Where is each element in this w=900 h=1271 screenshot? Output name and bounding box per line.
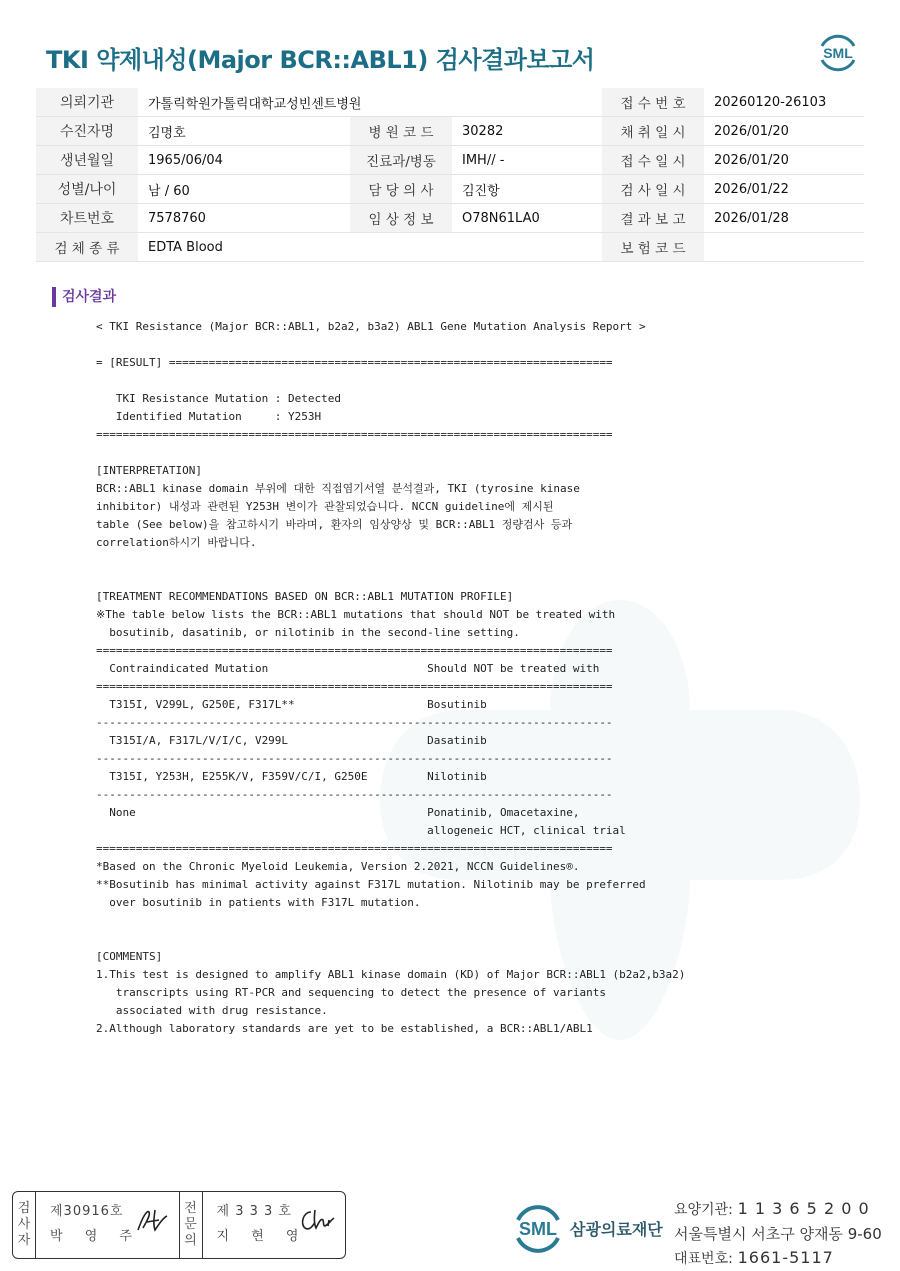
value-patient-name: 김명호 (138, 117, 350, 146)
specialist-label-char: 문 (184, 1217, 197, 1232)
report-line: [TREATMENT RECOMMENDATIONS BASED ON BCR::ABL1 MUTATION PROFILE] (96, 590, 514, 603)
examiner-cell (36, 1192, 180, 1258)
info-row (36, 204, 864, 233)
sml-logo-icon (816, 30, 860, 74)
report-line: correlation하시기 바랍니다. (96, 536, 257, 549)
value-clinical-info: O78N61LA0 (452, 204, 602, 233)
report-line: 2.Although laboratory standards are yet to be established, a BCR::ABL1/ABL1 (96, 1022, 593, 1035)
footer-logo-text: SML (519, 1219, 557, 1239)
label-specimen-type: 검 체 종 류 (36, 233, 138, 262)
specialist-label-char: 의 (184, 1233, 197, 1248)
report-line: T315I, Y253H, E255K/V, F359V/C/I, G250E Nilotinib (96, 770, 487, 783)
report-line: ============================================================================== (96, 680, 613, 693)
label-birth-date: 생년월일 (36, 146, 138, 175)
report-body (96, 318, 796, 1038)
value-birth-date: 1965/06/04 (138, 146, 350, 175)
examiner-license-number: 제30916호 (50, 1204, 124, 1219)
info-row (36, 233, 864, 262)
value-insurance-code (704, 233, 864, 262)
value-requesting-institution: 가톨릭학원가톨릭대학교성빈센트병원 (138, 88, 602, 117)
value-attending-physician: 김진항 (452, 175, 602, 204)
foundation-name: 삼광의료재단 (570, 1219, 663, 1239)
value-receipt-date: 2026/01/20 (704, 146, 864, 175)
report-line: allogeneic HCT, clinical trial (96, 824, 626, 837)
report-line: *Based on the Chronic Myeloid Leukemia, Version 2.2021, NCCN Guidelines®. (96, 860, 580, 873)
report-line (96, 444, 796, 462)
label-test-date: 검 사 일 시 (602, 175, 704, 204)
info-row (36, 175, 864, 204)
examiner-signature-icon (135, 1206, 171, 1234)
report-line: < TKI Resistance (Major BCR::ABL1, b2a2, b3a2) ABL1 Gene Mutation Analysis Report > (96, 320, 646, 333)
report-line: bosutinib, dasatinib, or nilotinib in the second-line setting. (96, 626, 520, 639)
report-line: [INTERPRETATION] (96, 464, 202, 477)
label-insurance-code: 보 험 코 드 (602, 233, 704, 262)
label-sex-age: 성별/나이 (36, 175, 138, 204)
report-line: inhibitor) 내성과 관련된 Y253H 변이가 관찰되었습니다. NCCN guideline에 제시된 (96, 500, 554, 513)
report-line: ------------------------------------------------------------------------------ (96, 788, 613, 801)
value-sex-age: 남 / 60 (138, 175, 350, 204)
logo-text: SML (823, 45, 853, 61)
institution-code: 1 1 3 6 5 2 0 0 (737, 1199, 870, 1218)
specialist-label (180, 1192, 203, 1258)
signature-box (12, 1191, 346, 1259)
specialist-label-char: 전 (184, 1201, 197, 1216)
label-report-date: 결 과 보 고 (602, 204, 704, 233)
label-clinical-info: 임 상 정 보 (350, 204, 452, 233)
value-specimen-type: EDTA Blood (138, 233, 602, 262)
phone-label: 대표번호: (674, 1251, 733, 1267)
report-line: transcripts using RT-PCR and sequencing to detect the presence of variants (96, 986, 606, 999)
examiner-name: 박 영 주 (50, 1229, 141, 1244)
report-line (96, 552, 796, 570)
report-line (96, 570, 796, 588)
info-row (36, 88, 864, 117)
value-receipt-number: 20260120-26103 (704, 88, 864, 117)
specialist-name: 지 현 영 (216, 1229, 308, 1244)
specialist-signature-icon (297, 1206, 337, 1234)
report-line: TKI Resistance Mutation : Detected (96, 392, 342, 405)
report-line: T315I, V299L, G250E, F317L** Bosutinib (96, 698, 487, 711)
report-line (96, 372, 796, 390)
label-attending-physician: 담 당 의 사 (350, 175, 452, 204)
foundation-contact (674, 1197, 882, 1271)
sml-footer-logo-icon (510, 1200, 566, 1256)
institution-code-line (674, 1197, 882, 1222)
report-line: [COMMENTS] (96, 950, 163, 963)
report-line: ============================================================================== (96, 644, 613, 657)
value-department-ward: IMH// - (452, 146, 602, 175)
specialist-license-number: 제 3 3 3 호 (216, 1204, 292, 1219)
report-line: table (See below)을 참고하시기 바라며, 환자의 임상양상 및 BCR::ABL1 정량검사 등과 (96, 518, 573, 531)
report-line: = [RESULT] =================================================================== (96, 356, 613, 369)
report-line: ------------------------------------------------------------------------------ (96, 752, 613, 765)
specialist-cell (203, 1192, 346, 1258)
report-line: BCR::ABL1 kinase domain 부위에 대한 직접염기서열 분석결과, TKI (tyrosine kinase (96, 482, 580, 495)
value-chart-number: 7578760 (138, 204, 350, 233)
info-row (36, 146, 864, 175)
info-row (36, 117, 864, 146)
report-line: associated with drug resistance. (96, 1004, 328, 1017)
label-hospital-code: 병 원 코 드 (350, 117, 452, 146)
report-line: 1.This test is designed to amplify ABL1 kinase domain (KD) of Major BCR::ABL1 (b2a2,b3a2) (96, 968, 686, 981)
phone-line (674, 1246, 882, 1271)
foundation-logo (510, 1200, 663, 1256)
label-collection-date: 채 취 일 시 (602, 117, 704, 146)
label-patient-name: 수진자명 (36, 117, 138, 146)
section-title-results: 검사결과 (52, 287, 116, 307)
report-title: TKI 약제내성(Major BCR::ABL1) 검사결과보고서 (46, 46, 595, 74)
value-report-date: 2026/01/28 (704, 204, 864, 233)
report-line: None Ponatinib, Omacetaxine, (96, 806, 580, 819)
report-line: ============================================================================== (96, 842, 613, 855)
address: 서울특별시 서초구 양재동 9-60 (674, 1225, 882, 1243)
value-test-date: 2026/01/22 (704, 175, 864, 204)
examiner-label-char: 자 (17, 1233, 31, 1248)
report-line: T315I/A, F317L/V/I/C, V299L Dasatinib (96, 734, 487, 747)
report-line (96, 336, 796, 354)
label-requesting-institution: 의뢰기관 (36, 88, 138, 117)
report-line: ------------------------------------------------------------------------------ (96, 716, 613, 729)
phone-number: 1661-5117 (737, 1248, 834, 1267)
report-line: Contraindicated Mutation Should NOT be treated with (96, 662, 600, 675)
label-receipt-date: 접 수 일 시 (602, 146, 704, 175)
report-line (96, 912, 796, 930)
value-collection-date: 2026/01/20 (704, 117, 864, 146)
examiner-label (13, 1192, 36, 1258)
label-chart-number: 차트번호 (36, 204, 138, 233)
report-line (96, 930, 796, 948)
examiner-label-char: 검 (17, 1201, 31, 1216)
report-line: ============================================================================== (96, 428, 613, 441)
label-receipt-number: 접 수 번 호 (602, 88, 704, 117)
report-line: **Bosutinib has minimal activity against F317L mutation. Nilotinib may be preferred (96, 878, 646, 891)
value-hospital-code: 30282 (452, 117, 602, 146)
report-line: ※The table below lists the BCR::ABL1 mutations that should NOT be treated with (96, 608, 616, 621)
report-line: over bosutinib in patients with F317L mutation. (96, 896, 421, 909)
examiner-label-char: 사 (17, 1217, 31, 1232)
report-line: Identified Mutation : Y253H (96, 410, 322, 423)
patient-info-table (36, 88, 864, 262)
label-department-ward: 진료과/병동 (350, 146, 452, 175)
institution-code-label: 요양기관: (674, 1202, 733, 1218)
